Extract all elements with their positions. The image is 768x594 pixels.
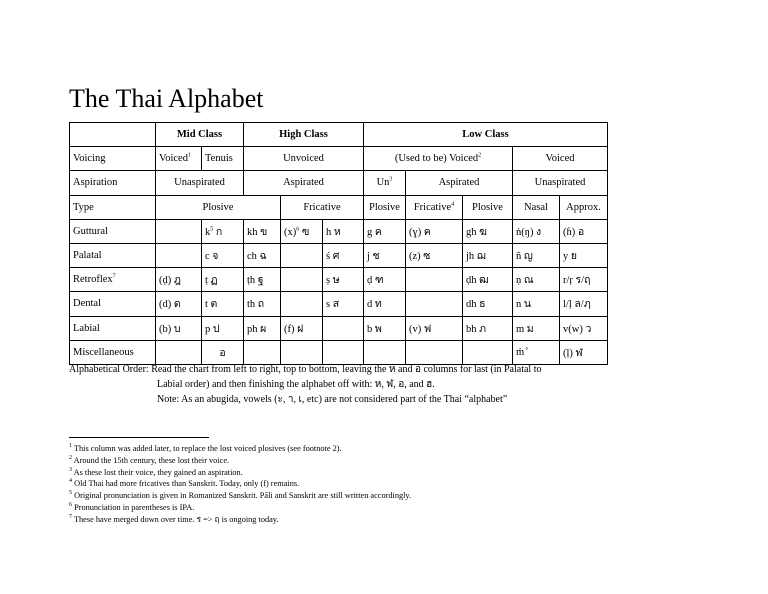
table-cell: ṭh ฐ [244, 268, 281, 292]
table-cell: ṭ ฏ [202, 268, 244, 292]
table-cell [323, 340, 364, 364]
table-cell: ch ฉ [244, 243, 281, 267]
high-class-header: High Class [244, 123, 364, 147]
table-cell [281, 243, 323, 267]
row-label: Miscellaneous [70, 340, 156, 364]
table-cell: y ย [560, 243, 608, 267]
table-cell: bh ภ [463, 316, 513, 340]
table-cell: p ป [202, 316, 244, 340]
table-cell [406, 268, 463, 292]
table-cell [406, 340, 463, 364]
footnote: $^4$ Old Thai had more fricatives than Sanskrit. Today, only (f) remains. [69, 478, 300, 489]
row-label: Palatal [70, 243, 156, 267]
fricative2-cell: Fricative$^4$ [406, 195, 463, 219]
row-label: Voicing [70, 147, 156, 171]
approx-cell: Approx. [560, 195, 608, 219]
order-line: Alphabetical Order: Read the chart from left to right, top to bottom, leaving the ห and อ columns for last (in Palatal to [69, 364, 542, 375]
table-cell: (ɣ) ฅ [406, 219, 463, 243]
footnote: $^7$ These have merged down over time. ร => ฤ is ongoing today. [69, 514, 279, 524]
plosive-cell: Plosive [156, 195, 281, 219]
row-label: Aspiration [70, 171, 156, 195]
footnote: $^2$ Around the 15th century, these lost their voice. [69, 455, 230, 465]
row-label: Guttural [70, 219, 156, 243]
table-cell: $k^5$ ก [202, 219, 244, 243]
row-label: Dental [70, 292, 156, 316]
alphabetical-order-note [69, 362, 629, 407]
table-cell: (b) บ [156, 316, 202, 340]
class-header-row [70, 123, 608, 147]
table-cell: kh ข [244, 219, 281, 243]
table-cell: (ḍ) ฎ [156, 268, 202, 292]
table-cell [281, 292, 323, 316]
fricative-cell: Fricative [281, 195, 364, 219]
footnotes [69, 443, 411, 526]
table-cell: th ถ [244, 292, 281, 316]
table-cell: (f) ฝ [281, 316, 323, 340]
table-cell: (ḷ) ฬ [560, 340, 608, 364]
table-cell: d ท [364, 292, 406, 316]
table-cell: ś ศ [323, 243, 364, 267]
table-cell: ṅ(ŋ) ง [513, 219, 560, 243]
table-cell: อ [202, 340, 244, 364]
table-cell: (d) ด [156, 292, 202, 316]
table-cell: l/ḷ ล/ฦ [560, 292, 608, 316]
footnote: $^3$ As these lost their voice, they gained an aspiration. [69, 466, 243, 477]
abugida-note: Note: As an abugida, vowels (ะ, า, เ, etc) are not considered part of the Thai “alphabet” [157, 394, 508, 405]
used-voiced-cell: (Used to be) Voiced$^2$ [364, 147, 513, 171]
unvoiced-cell: Unvoiced [244, 147, 364, 171]
header-corner-cell [70, 123, 156, 147]
table-cell: (z) ซ [406, 243, 463, 267]
table-cell [364, 340, 406, 364]
row-label: Retroflex$^7$ [70, 268, 156, 292]
footnote: $^6$ Pronunciation in parentheses is IPA. [69, 502, 195, 512]
table-cell: n น [513, 292, 560, 316]
palatal-row [70, 243, 608, 267]
footnote: $^1$ This column was added later, to replace the lost voiced plosives (see footnote 2). [69, 443, 342, 453]
table-cell [156, 243, 202, 267]
misc-row [70, 340, 608, 364]
table-cell [156, 219, 202, 243]
table-cell: v(w) ว [560, 316, 608, 340]
table-cell: r/ṛ ร/ฤ [560, 268, 608, 292]
table-cell: (ɦ) อ [560, 219, 608, 243]
row-label: Type [70, 195, 156, 219]
dental-row [70, 292, 608, 316]
un-cell: Un$^3$ [364, 171, 406, 195]
table-cell [156, 340, 202, 364]
alphabet-table [69, 122, 608, 365]
voicing-row [70, 147, 608, 171]
table-cell: c จ [202, 243, 244, 267]
unaspirated2-cell: Unaspirated [513, 171, 608, 195]
table-cell: dh ธ [463, 292, 513, 316]
table-cell: t ต [202, 292, 244, 316]
page-title: The Thai Alphabet [69, 84, 264, 113]
aspiration-row [70, 171, 608, 195]
voiced-cell: Voiced$^1$ [156, 147, 202, 171]
table-cell [323, 316, 364, 340]
table-cell [463, 340, 513, 364]
aspirated-cell: Aspirated [244, 171, 364, 195]
table-cell: m ม [513, 316, 560, 340]
table-cell: gh ฆ [463, 219, 513, 243]
table-cell: (v) ฟ [406, 316, 463, 340]
nasal-cell: Nasal [513, 195, 560, 219]
table-cell: g ค [364, 219, 406, 243]
table-cell: h ห [323, 219, 364, 243]
table-cell: ḍ ฑ [364, 268, 406, 292]
table-cell: j ช [364, 243, 406, 267]
footnote-divider [69, 437, 209, 438]
labial-row [70, 316, 608, 340]
table-cell [281, 268, 323, 292]
mid-class-header: Mid Class [156, 123, 244, 147]
table-cell: ṣ ษ [323, 268, 364, 292]
table-cell: jh ฌ [463, 243, 513, 267]
table-cell: s ส [323, 292, 364, 316]
low-class-header: Low Class [364, 123, 608, 147]
table-cell: ṁ ̊ [513, 340, 560, 364]
row-label: Labial [70, 316, 156, 340]
type-row [70, 195, 608, 219]
table-cell: b พ [364, 316, 406, 340]
table-cell: ḍh ฒ [463, 268, 513, 292]
table-cell: ph ผ [244, 316, 281, 340]
plosive2-cell: Plosive [364, 195, 406, 219]
table-cell [281, 340, 323, 364]
retroflex-row [70, 268, 608, 292]
table-cell [406, 292, 463, 316]
footnote: $^5$ Original pronunciation is given in Romanized Sanskrit. Pāli and Sanskrit are still written accordingly. [69, 490, 412, 501]
order-line: Labial order) and then finishing the alphabet off with: ห, ฬ, อ, and ฮ. [157, 379, 435, 390]
unaspirated-cell: Unaspirated [156, 171, 244, 195]
table-cell [244, 340, 281, 364]
voiced2-cell: Voiced [513, 147, 608, 171]
table-cell: ñ ญ [513, 243, 560, 267]
aspirated2-cell: Aspirated [406, 171, 513, 195]
table-cell: ṇ ณ [513, 268, 560, 292]
table-cell: $(x)^6$ ฃ [281, 219, 323, 243]
tenuis-cell: Tenuis [202, 147, 244, 171]
guttural-row [70, 219, 608, 243]
plosive3-cell: Plosive [463, 195, 513, 219]
